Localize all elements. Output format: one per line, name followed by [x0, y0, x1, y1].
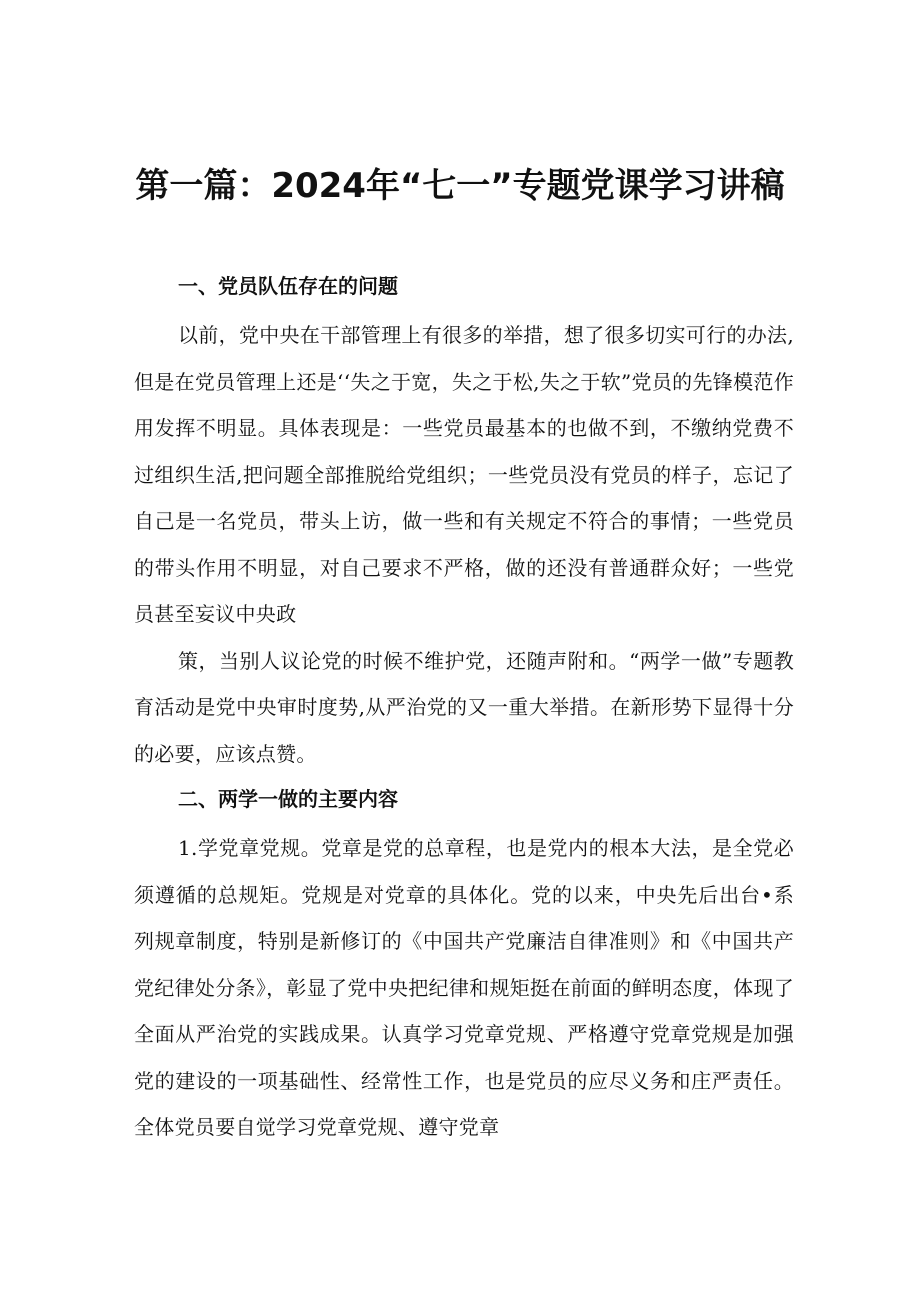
section-heading: 一、党员队伍存在的问题	[178, 274, 398, 298]
document-title: 第一篇：2024年“七一”专题党课学习讲稿	[135, 166, 785, 206]
body-paragraph: 1.学党章党规。党章是党的总章程，也是党内的根本大法，是全党必须遵循的总规矩。党规是对党章的具体化。党的以来，中央先后出台•系列规章制度，特别是新修订的《中国共产党廉洁自律准则》和《中国共产党纪律处分条》，彰显了党中央把纪律和规矩挺在前面的鲜明态度，体现了全面从严治党的实践成果。认真学习党章党规、严格遵守党章党规是加强党的建设的一项基础性、经常性工作，也是党员的应尽义务和庄严责任。全体党员要自觉学习党章党规、遵守党章	[134, 836, 794, 1139]
section-heading: 二、两学一做的主要内容	[178, 787, 398, 811]
body-paragraph: 以前，党中央在干部管理上有很多的举措，想了很多切实可行的办法,但是在党员管理上还是‘‘失之于宽，失之于松,失之于软”党员的先锋模范作用发挥不明显。具体表现是：一些党员最基本的也做不到，不缴纳党费不过组织生活,把问题全部推脱给党组织；一些党员没有党员的样子，忘记了自己是一名党员，带头上访，做一些和有关规定不符合的事情；一些党员的带头作用不明显，对自己要求不严格，做的还没有普通群众好；一些党员甚至妄议中央政	[134, 323, 794, 626]
body-paragraph: 策，当别人议论党的时候不维护党，还随声附和。“两学一做”专题教育活动是党中央审时度势,从严治党的又一重大举措。在新形势下显得十分的必要，应该点赞。	[134, 648, 794, 766]
document-body	[134, 264, 794, 1151]
